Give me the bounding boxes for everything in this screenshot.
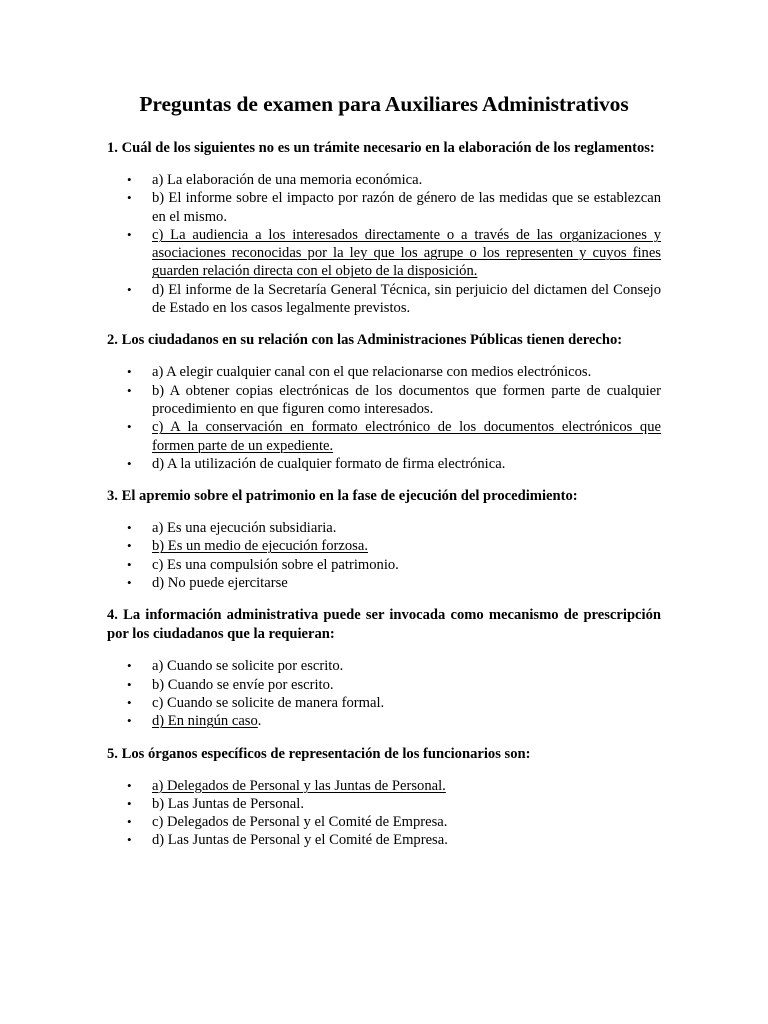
document-page — [107, 88, 661, 864]
answer-text: c) Delegados de Personal y el Comité de Empresa. — [152, 814, 448, 831]
answer-list — [107, 657, 661, 730]
answer-option — [107, 189, 661, 226]
answer-option — [107, 795, 661, 813]
question-number: 1. — [107, 140, 118, 156]
bullet-icon: • — [127, 455, 132, 471]
bullet-icon: • — [127, 281, 132, 297]
answer-option-correct — [107, 712, 661, 730]
answer-option — [107, 363, 661, 381]
question-text — [107, 487, 661, 506]
question-statement: Cuál de los siguientes no es un trámite necesario en la elaboración de los reglamentos: — [121, 140, 655, 156]
answer-text: a) A elegir cualquier canal con el que relacionarse con medios electrónicos. — [152, 364, 592, 381]
answer-list — [107, 777, 661, 850]
bullet-icon: • — [127, 419, 132, 435]
bullet-icon: • — [127, 364, 132, 380]
answer-option — [107, 657, 661, 675]
question-statement: Los órganos específicos de representación de los funcionarios son: — [121, 745, 531, 762]
answer-text: a) La elaboración de una memoria económica. — [152, 172, 423, 188]
answer-option — [107, 382, 661, 419]
answer-option — [107, 831, 661, 849]
answer-text: a) Delegados de Personal y las Juntas de Personal. — [152, 777, 446, 794]
answer-option-correct — [107, 226, 661, 281]
question-text — [107, 606, 661, 644]
question-text — [107, 139, 661, 158]
document-title: Preguntas de examen para Auxiliares Administrativos — [139, 92, 629, 116]
bullet-icon: • — [127, 658, 132, 674]
answer-text: d) Las Juntas de Personal y el Comité de Empresa. — [152, 832, 448, 849]
answer-option — [107, 556, 661, 574]
answer-text: b) Cuando se envíe por escrito. — [152, 676, 334, 693]
bullet-icon: • — [127, 538, 132, 554]
bullet-icon: • — [127, 575, 132, 591]
bullet-icon: • — [127, 814, 132, 830]
answer-option — [107, 574, 661, 592]
answer-option-correct — [107, 537, 661, 555]
answer-option-correct — [107, 777, 661, 795]
answer-option-correct — [107, 418, 661, 455]
question-number: 2. — [107, 332, 118, 349]
question-block — [107, 139, 661, 317]
answer-text: c) Es una compulsión sobre el patrimonio. — [152, 556, 399, 573]
answer-text: a) Cuando se solicite por escrito. — [152, 658, 344, 675]
answer-text: d) El informe de la Secretaría General Técnica, sin perjuicio del dictamen del Consejo de Estado en los casos legalmente previstos. — [152, 281, 661, 317]
answer-list — [107, 519, 661, 592]
answer-text: c) Cuando se solicite de manera formal. — [152, 694, 385, 711]
bullet-icon: • — [127, 694, 132, 710]
bullet-icon: • — [127, 382, 132, 398]
question-number: 3. — [107, 488, 118, 505]
answer-option — [107, 171, 661, 189]
question-number: 5. — [107, 745, 118, 762]
answer-option — [107, 694, 661, 712]
question-block — [107, 487, 661, 592]
answer-option — [107, 676, 661, 694]
bullet-icon: • — [127, 556, 132, 572]
answer-text: a) Es una ejecución subsidiaria. — [152, 520, 337, 537]
answer-text: b) A obtener copias electrónicas de los documentos que formen parte de cualquier procedimiento en que figuren como interesados. — [152, 382, 661, 417]
question-statement: La información administrativa puede ser invocada como mecanismo de prescripción por los ciudadanos que la requieran: — [107, 607, 662, 643]
answer-text: c) La audiencia a los interesados directamente o a través de las organizaciones y asociaciones reconocidas por la ley que los agrupe o los representen y cuyos fines guarden relación directa con el objeto de la disposición. — [152, 226, 661, 280]
answer-text: d) A la utilización de cualquier formato de firma electrónica. — [152, 455, 506, 472]
bullet-icon: • — [127, 520, 132, 536]
answer-list — [107, 363, 661, 473]
answer-text: b) Es un medio de ejecución forzosa. — [152, 538, 368, 555]
question-text — [107, 745, 661, 764]
bullet-icon: • — [127, 172, 132, 187]
answer-suffix: . — [257, 713, 262, 730]
question-block — [107, 745, 661, 850]
question-block — [107, 606, 661, 730]
answer-option — [107, 519, 661, 537]
question-text — [107, 331, 661, 350]
bullet-icon: • — [127, 226, 132, 242]
bullet-icon: • — [127, 190, 132, 206]
bullet-icon: • — [127, 832, 132, 848]
answer-option — [107, 281, 661, 318]
bullet-icon: • — [127, 795, 132, 811]
question-block — [107, 331, 661, 473]
answer-list — [107, 171, 661, 317]
answer-text: d) En ningún caso — [152, 713, 258, 730]
question-number: 4. — [107, 607, 118, 624]
question-statement: El apremio sobre el patrimonio en la fase de ejecución del procedimiento: — [121, 488, 578, 505]
answer-option — [107, 813, 661, 831]
answer-text: d) No puede ejercitarse — [152, 575, 288, 592]
answer-text: c) A la conservación en formato electrónico de los documentos electrónicos que formen parte de un expediente. — [152, 419, 661, 454]
bullet-icon: • — [127, 777, 132, 793]
bullet-icon: • — [127, 713, 132, 729]
answer-option — [107, 455, 661, 473]
answer-text: b) El informe sobre el impacto por razón de género de las medidas que se establezcan en el mismo. — [152, 190, 661, 225]
question-statement: Los ciudadanos en su relación con las Administraciones Públicas tienen derecho: — [121, 332, 623, 349]
question-list — [107, 139, 661, 850]
bullet-icon: • — [127, 676, 132, 692]
answer-text: b) Las Juntas de Personal. — [152, 795, 304, 812]
